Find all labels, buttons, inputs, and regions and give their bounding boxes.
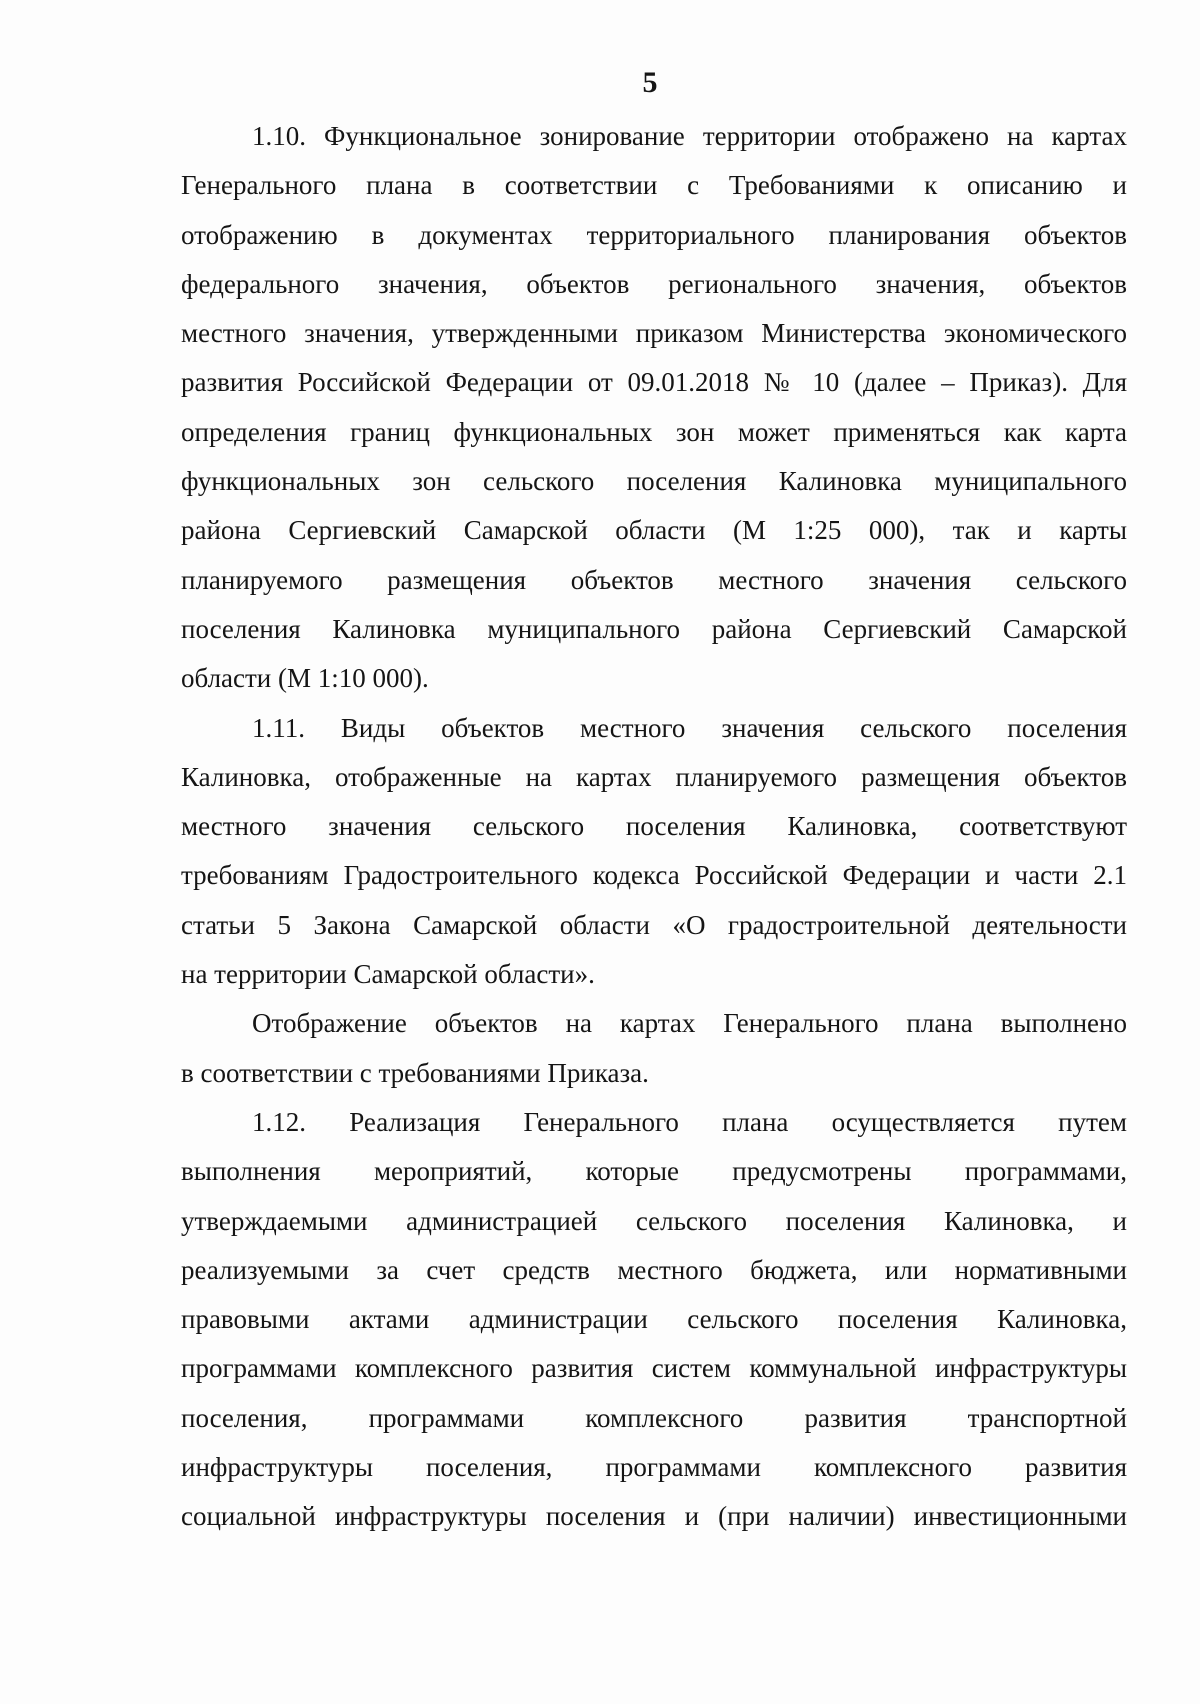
text-line: выполнения мероприятий, которые предусмотрены программами, <box>181 1156 1127 1187</box>
text-line: области (М 1:10 000). <box>181 663 429 694</box>
text-line: в соответствии с требованиями Приказа. <box>181 1057 649 1088</box>
text-line: 1.10. Функциональное зонирование территории отображено на картах <box>252 121 1127 151</box>
text-line: функциональных зон сельского поселения Калиновка муниципального <box>181 466 1127 497</box>
text-line: инфраструктуры поселения, программами комплексного развития <box>181 1452 1127 1483</box>
paragraph <box>181 112 1127 704</box>
paragraph <box>181 1098 1127 1542</box>
text-line: требованиям Градостроительного кодекса Российской Федерации и части 2.1 <box>181 860 1127 891</box>
text-line: района Сергиевский Самарской области (М 1:25 000), так и карты <box>181 515 1127 546</box>
text-line: 1.12. Реализация Генерального плана осуществляется путем <box>252 1106 1127 1137</box>
text-line: программами комплексного развития систем коммунальной инфраструктуры <box>181 1353 1127 1384</box>
text-line: планируемого размещения объектов местного значения сельского <box>181 564 1127 595</box>
text-line: социальной инфраструктуры поселения и (при наличии) инвестиционными <box>181 1501 1127 1532</box>
text-line: отображению в документах территориального планирования объектов <box>181 219 1127 250</box>
text-line: местного значения сельского поселения Калиновка, соответствуют <box>181 811 1127 842</box>
text-line: местного значения, утвержденными приказом Министерства экономического <box>181 318 1127 349</box>
text-line: правовыми актами администрации сельского поселения Калиновка, <box>181 1304 1127 1335</box>
text-line: на территории Самарской области». <box>181 959 595 990</box>
text-line: федерального значения, объектов регионального значения, объектов <box>181 268 1127 299</box>
text-line: развития Российской Федерации от 09.01.2018 № 10 (далее – Приказ). Для <box>181 367 1127 398</box>
text-line: поселения, программами комплексного развития транспортной <box>181 1402 1127 1433</box>
text-line: утверждаемыми администрацией сельского поселения Калиновка, и <box>181 1205 1127 1236</box>
text-line: реализуемыми за счет средств местного бюджета, или нормативными <box>181 1254 1127 1285</box>
text-line: Калиновка, отображенные на картах планируемого размещения объектов <box>181 761 1127 792</box>
text-line: определения границ функциональных зон может применяться как карта <box>181 416 1127 447</box>
paragraph <box>181 704 1127 1000</box>
text-line: статьи 5 Закона Самарской области «О градостроительной деятельности <box>181 909 1127 940</box>
paragraph <box>181 999 1127 1098</box>
text-line: 1.11. Виды объектов местного значения сельского поселения <box>252 712 1127 743</box>
text-line: Отображение объектов на картах Генерального плана выполнено <box>252 1008 1127 1039</box>
document-body <box>181 112 1127 1542</box>
text-line: поселения Калиновка муниципального района Сергиевский Самарской <box>181 613 1127 644</box>
text-line: Генерального плана в соответствии с Требованиями к описанию и <box>181 170 1127 201</box>
page-number: 5 <box>642 66 658 99</box>
